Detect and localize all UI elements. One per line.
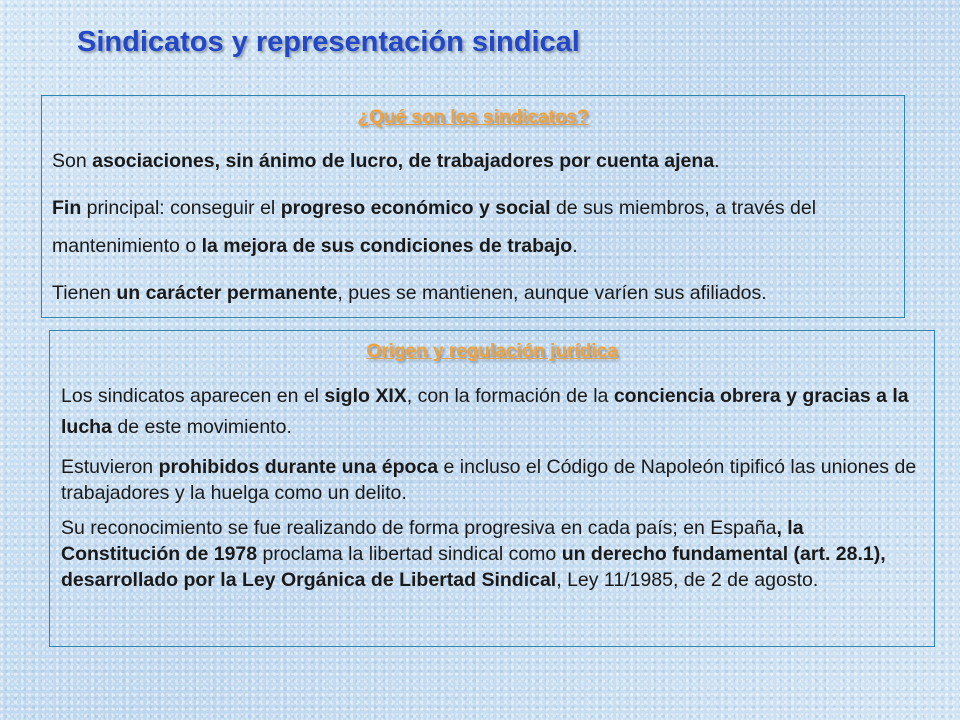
bold-text-run: siglo XIX [324,385,407,407]
text-run: principal: conseguir el [81,197,281,219]
bold-text-run: prohibidos durante una época [158,456,439,478]
section-origen-heading: Origen y regulación jurídica [366,341,618,362]
que-son-paragraph-1 [52,142,898,180]
text-run: , pues se mantienen, aunque varíen sus afiliados. [337,282,767,304]
section-origen-content [61,381,928,593]
section-que-son-heading: ¿Qué son los sindicatos? [357,107,589,128]
text-run: Son [52,150,93,172]
text-run: Su reconocimiento se fue realizando de forma progresiva en cada país; en España [61,517,777,539]
bold-text-run: asociaciones, sin ánimo de lucro, de trabajadores por cuenta ajena [92,150,715,172]
text-run: Tienen [52,282,117,304]
slide-title: Sindicatos y representación sindical [77,26,580,58]
text-run: , Ley 11/1985, de 2 de agosto. [556,569,819,591]
text-run: de sus miembros, a través del mantenimiento o [52,197,817,257]
que-son-paragraph-3 [52,274,898,312]
que-son-paragraph-2 [52,189,898,265]
text-run: Estuvieron [61,456,159,478]
bold-text-run: Fin [52,197,82,219]
section-que-son-box [41,95,905,318]
origen-paragraph-3 [61,515,928,593]
bold-text-run: la mejora de sus condiciones de trabajo [201,235,573,257]
bold-text-run: , la Constitución de 1978 [61,517,804,565]
text-run: e incluso el Código de Napoleón tipificó las uniones de trabajadores y la huelga como un delito. [61,456,917,504]
text-run: de este movimiento. [111,416,292,438]
text-run: , con la formación de la [406,385,614,407]
bold-text-run: progreso económico y social [280,197,551,219]
origen-paragraph-2 [61,454,928,506]
origen-paragraph-1 [61,381,928,443]
text-run: . [572,235,578,257]
bold-text-run: un derecho fundamental (art. 28.1), desarrollado por la Ley Orgánica de Libertad Sindical [61,543,886,591]
bold-text-run: un carácter permanente [116,282,338,304]
text-run: Los sindicatos aparecen en el [61,385,325,407]
text-run: proclama la libertad sindical como [257,543,562,565]
section-que-son-content [52,142,898,312]
section-origen-box [49,330,935,647]
text-run: . [714,150,720,172]
bold-text-run: conciencia obrera y gracias a la lucha [61,385,909,438]
